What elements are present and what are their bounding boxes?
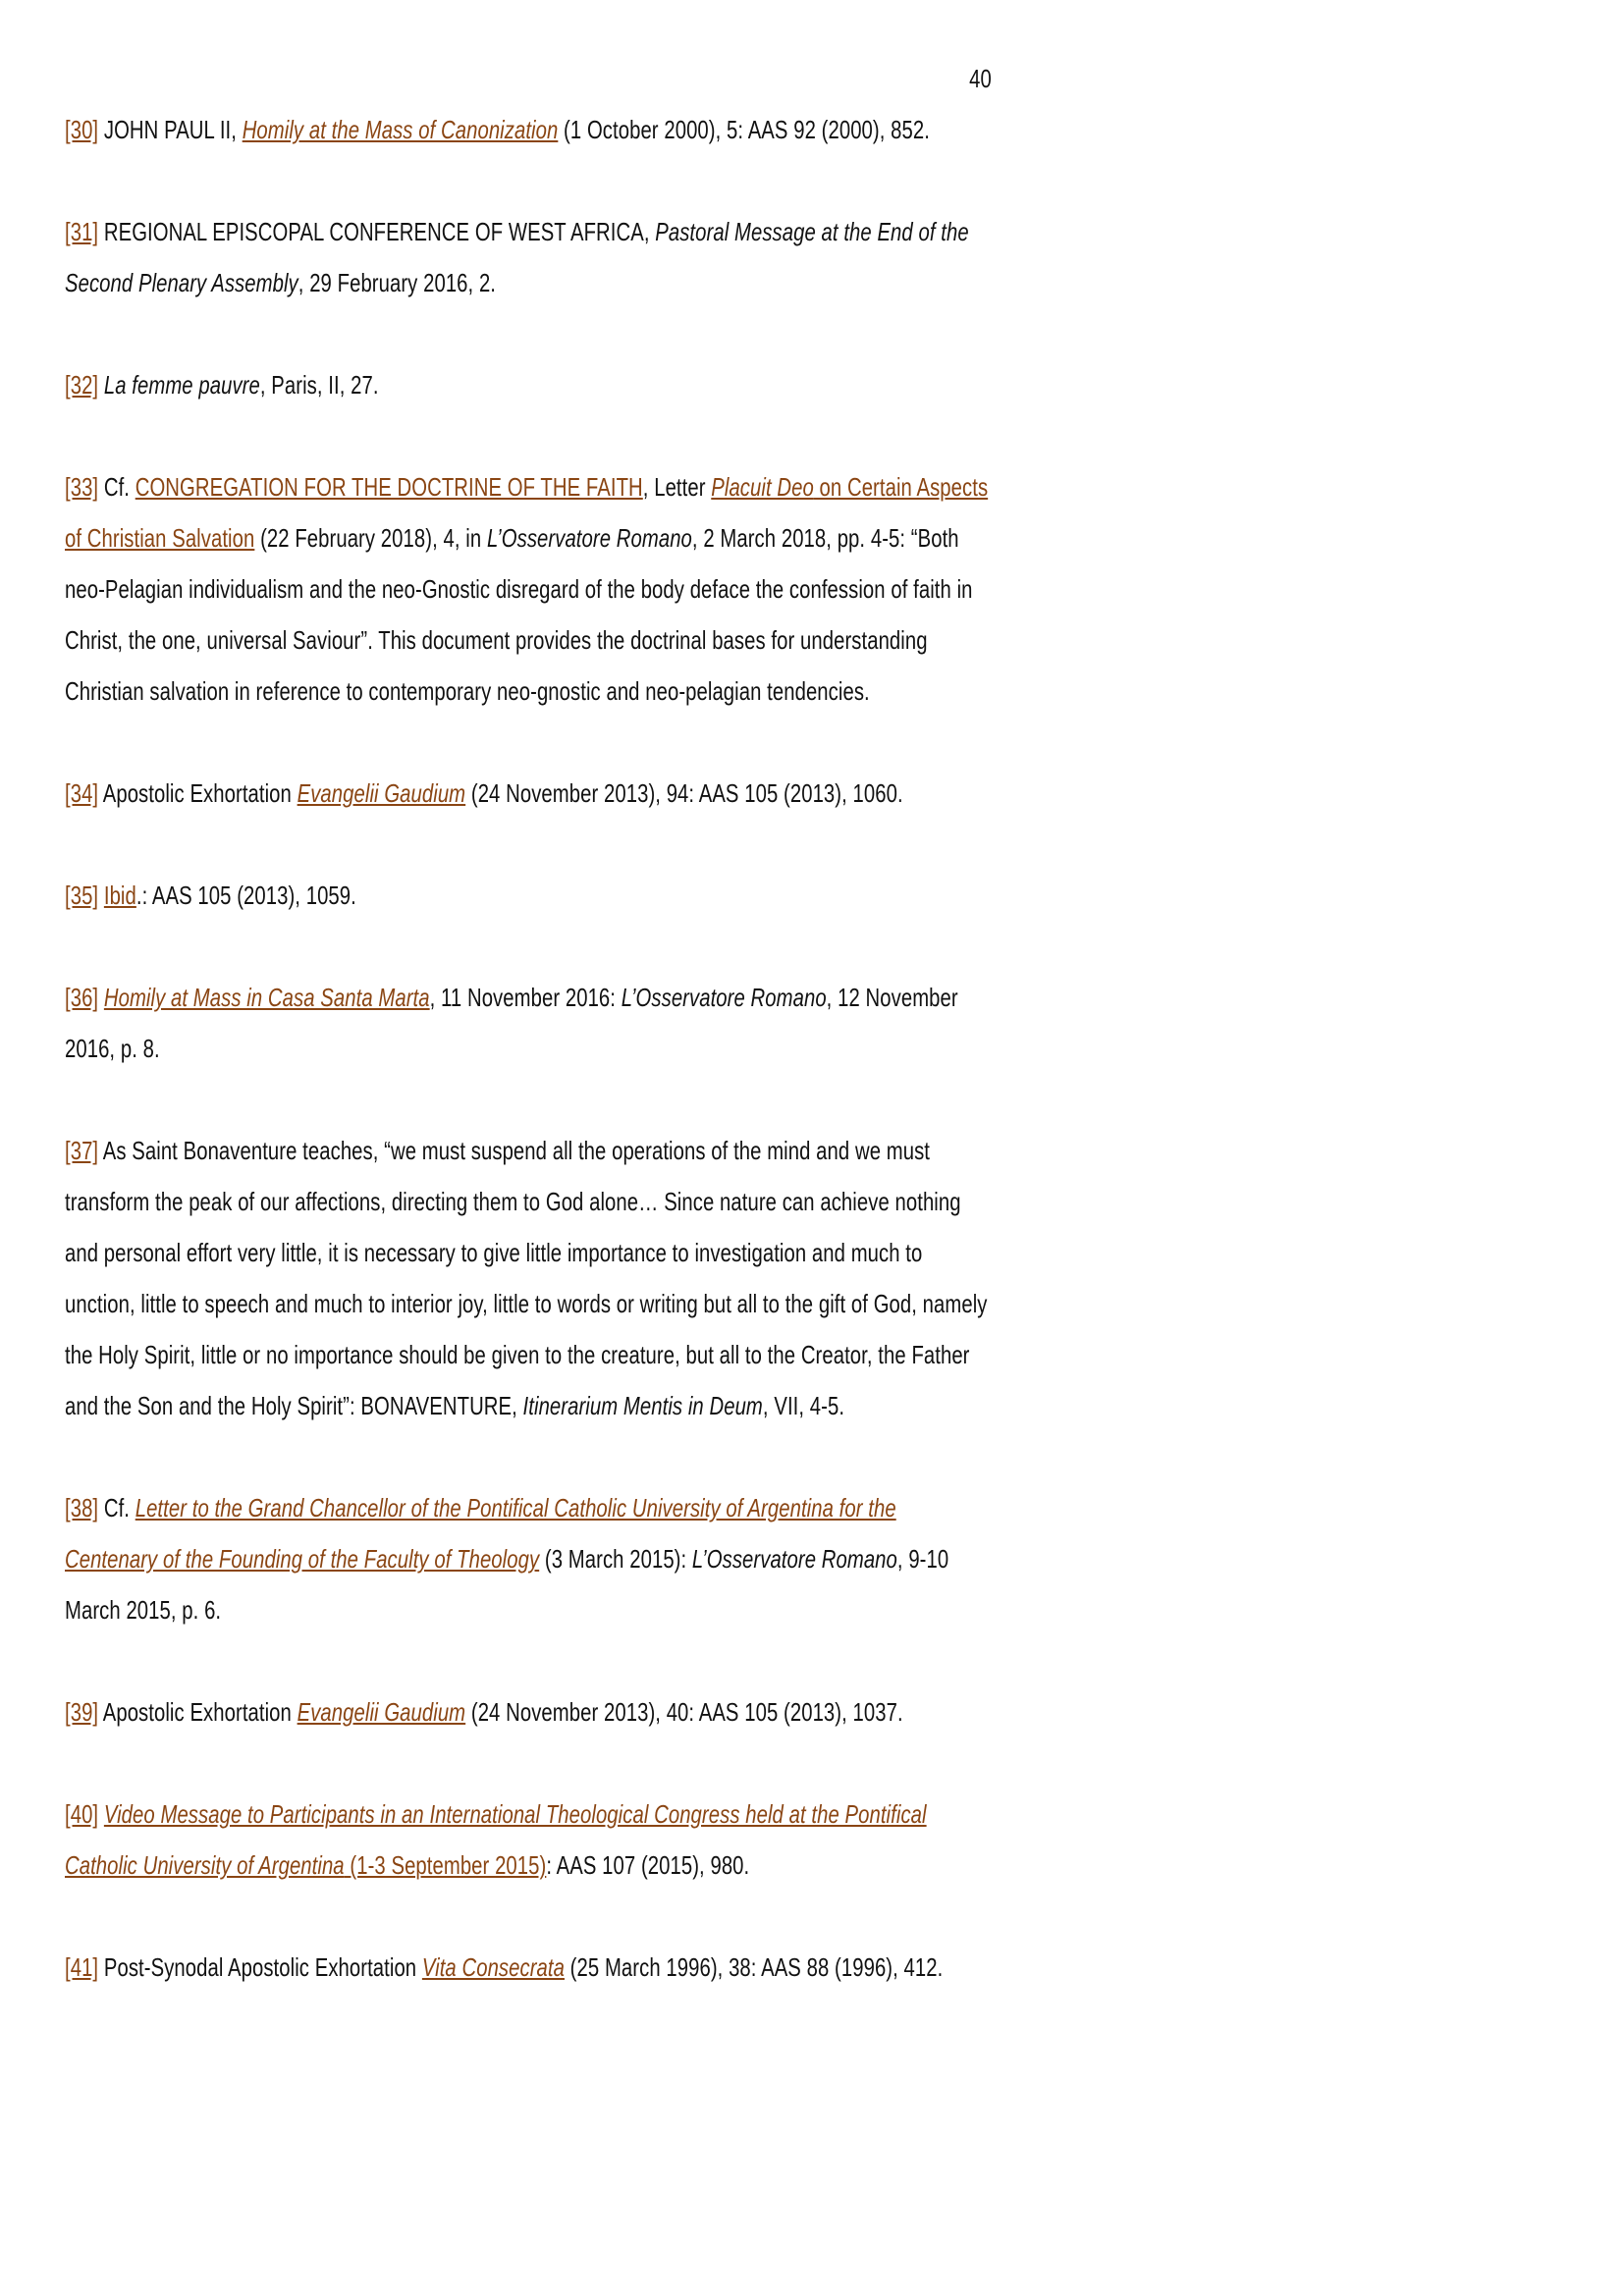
citation-link[interactable]: Placuit Deo (711, 472, 814, 502)
citation-link[interactable]: Evangelii Gaudium (297, 778, 466, 808)
reference-text: Cf. (98, 1493, 135, 1522)
citation-link[interactable]: Evangelii Gaudium (297, 1697, 466, 1727)
citation-link[interactable]: (1-3 September 2015) (344, 1850, 547, 1880)
citation-link[interactable]: CONGREGATION FOR THE DOCTRINE OF THE FAITH (135, 472, 643, 502)
footnote-marker-link[interactable]: [34] (65, 778, 99, 808)
reference-text: , 2 March 2018, pp. 4-5: “Both neo-Pelagian individualism and the neo-Gnostic disregard of the body deface the confession of faith in Christ, the one, universal Saviour”. This document provides the doctrinal bases for understanding Christian salvation in reference to contemporary neo-gnostic and neo-pelagian tendencies. (65, 523, 973, 706)
footnote-marker-link[interactable]: [40] (65, 1799, 99, 1829)
reference-text: , VII, 4-5. (762, 1391, 845, 1420)
reference-text: , 11 November 2016: (429, 983, 622, 1012)
reference-34 (65, 768, 992, 819)
reference-text: Apostolic Exhortation (98, 1697, 298, 1727)
reference-text: : AAS 107 (2015), 980. (546, 1850, 750, 1880)
reference-text: (22 February 2018), 4, in (254, 523, 487, 553)
references-list (65, 104, 992, 1993)
reference-text: REGIONAL EPISCOPAL CONFERENCE OF WEST AFRICA, (98, 217, 656, 246)
reference-30 (65, 104, 992, 155)
document-page (65, 53, 992, 1993)
reference-text: Cf. (98, 472, 135, 502)
reference-text: L’Osservatore Romano (691, 1544, 897, 1574)
reference-40 (65, 1789, 992, 1891)
footnote-marker-link[interactable]: [37] (65, 1136, 99, 1165)
footnote-marker-link[interactable]: [31] (65, 217, 99, 246)
reference-text: As Saint Bonaventure teaches, “we must suspend all the operations of the mind and we must transform the peak of our affections, directing them to God alone… Since nature can achieve nothing and personal effort very little, it is necessary to give little importance to investigation and much to unction, little to speech and much to interior joy, little to words or writing but all to the gift of God, namely the Holy Spirit, little or no importance should be given to the creature, but all to the Creator, the Father and the Son and the Holy Spirit”: BONAVENTURE, (65, 1136, 988, 1420)
citation-link[interactable]: Video Message to Participants in an International Theological Congress held at the Pontifical Catholic University of Argentina (65, 1799, 927, 1880)
reference-text: (24 November 2013), 94: AAS 105 (2013), 1060. (465, 778, 903, 808)
reference-text: L’Osservatore Romano (486, 523, 692, 553)
reference-text: Itinerarium Mentis in Deum (522, 1391, 763, 1420)
reference-text: , Paris, II, 27. (259, 370, 379, 400)
footnote-marker-link[interactable]: [30] (65, 115, 99, 144)
citation-link[interactable]: on Certain Aspects of Christian Salvation (65, 472, 989, 553)
reference-text: Pastoral Message at the End of the Second Plenary Assembly (65, 217, 969, 297)
reference-32 (65, 359, 992, 410)
reference-text: , Letter (642, 472, 712, 502)
footnote-marker-link[interactable]: [32] (65, 370, 99, 400)
reference-text: , 9-10 March 2015, p. 6. (65, 1544, 949, 1625)
reference-text: JOHN PAUL II, (98, 115, 243, 144)
reference-39 (65, 1686, 992, 1737)
citation-link[interactable]: Homily at Mass in Casa Santa Marta (103, 983, 430, 1012)
footnote-marker-link[interactable]: [35] (65, 881, 99, 910)
reference-text: , 12 November 2016, p. 8. (65, 983, 958, 1063)
footnote-marker-link[interactable]: [41] (65, 1952, 99, 1982)
reference-text: La femme pauvre (103, 370, 260, 400)
citation-link[interactable]: Ibid (103, 881, 136, 910)
citation-link[interactable]: Letter to the Grand Chancellor of the Pontifical Catholic University of Argentina for the Centenary of the Founding of the Faculty of Theology (65, 1493, 896, 1574)
reference-text: , 29 February 2016, 2. (298, 268, 497, 297)
reference-text: (3 March 2015): (539, 1544, 692, 1574)
citation-link[interactable]: Homily at the Mass of Canonization (242, 115, 559, 144)
footnote-marker-link[interactable]: [38] (65, 1493, 99, 1522)
reference-text: L’Osservatore Romano (621, 983, 827, 1012)
reference-41 (65, 1942, 992, 1993)
citation-link[interactable]: Vita Consecrata (421, 1952, 565, 1982)
reference-text: (24 November 2013), 40: AAS 105 (2013), 1037. (465, 1697, 903, 1727)
reference-text: (25 March 1996), 38: AAS 88 (1996), 412. (564, 1952, 944, 1982)
reference-36 (65, 972, 992, 1074)
reference-37 (65, 1125, 992, 1431)
page-number: 40 (969, 64, 992, 93)
reference-35 (65, 870, 992, 921)
footnote-marker-link[interactable]: [39] (65, 1697, 99, 1727)
footnote-marker-link[interactable]: [33] (65, 472, 99, 502)
reference-text: Apostolic Exhortation (98, 778, 298, 808)
footnote-marker-link[interactable]: [36] (65, 983, 99, 1012)
reference-text: (1 October 2000), 5: AAS 92 (2000), 852. (558, 115, 930, 144)
reference-38 (65, 1482, 992, 1635)
reference-33 (65, 461, 992, 717)
reference-text: .: AAS 105 (2013), 1059. (135, 881, 356, 910)
reference-31 (65, 206, 992, 308)
reference-text: Post-Synodal Apostolic Exhortation (98, 1952, 422, 1982)
